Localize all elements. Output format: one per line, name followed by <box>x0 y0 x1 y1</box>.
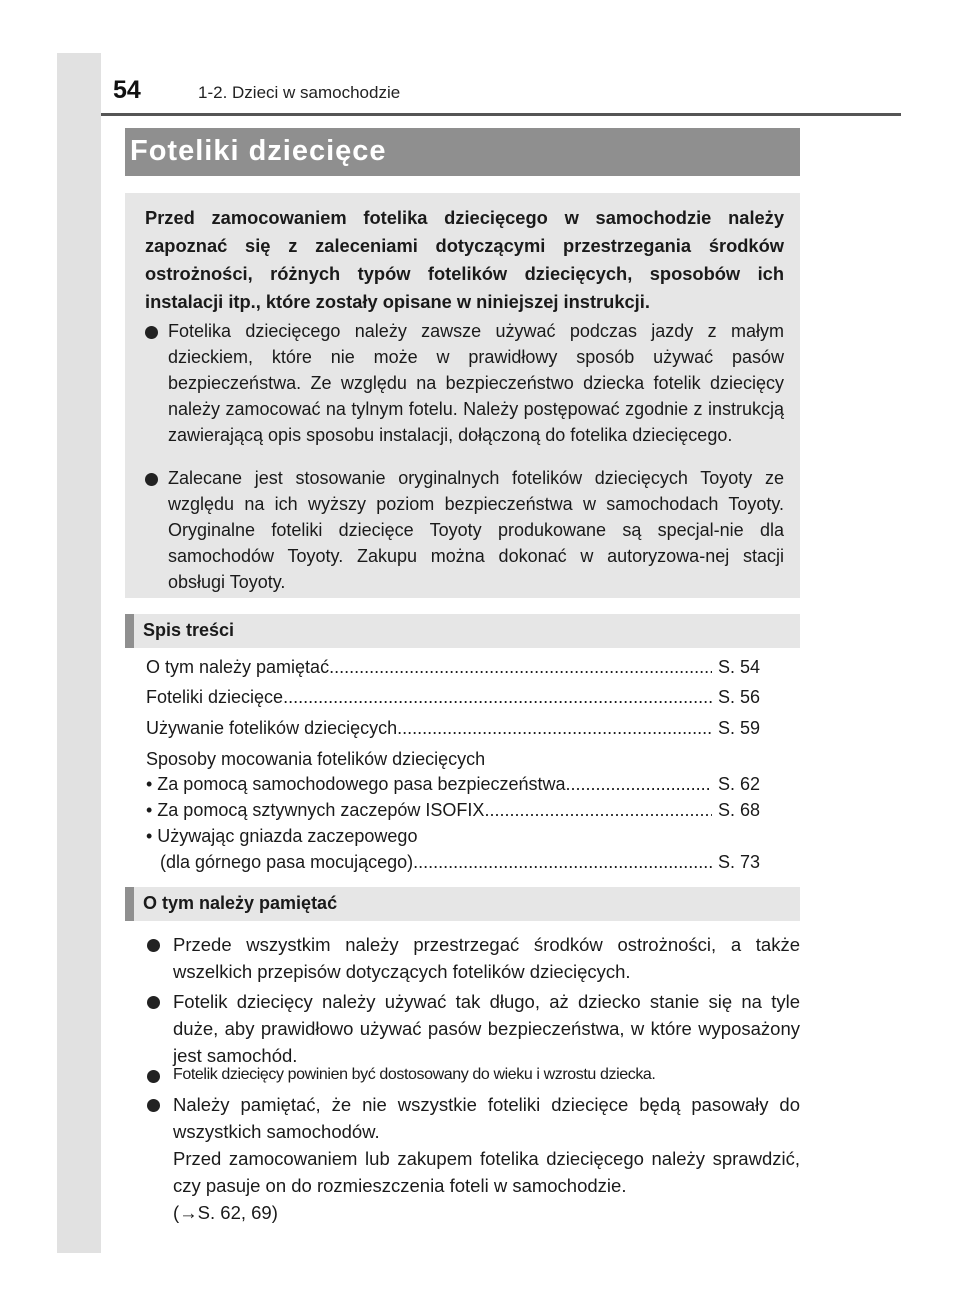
toc-item[interactable] <box>146 654 760 680</box>
bullet-dot-icon <box>145 326 158 339</box>
page-number: 54 <box>113 76 141 104</box>
intro-bullet <box>145 318 784 448</box>
bullet-dot-icon <box>145 473 158 486</box>
toc-item-label: O tym należy pamiętać <box>146 657 330 677</box>
left-margin-strip <box>57 53 101 1253</box>
remember-bullet-text: Przede wszystkim należy przestrzegać środków ostrożności, a także wszelkich przepisów dotyczących fotelików dziecięcych. <box>173 934 800 982</box>
remember-section-bar <box>125 887 800 921</box>
remember-bullet-text: Fotelik dziecięcy powinien być dostosowany do wieku i wzrostu dziecka. <box>173 1066 656 1083</box>
toc-leader <box>283 684 712 710</box>
intro-bullet-text: Zalecane jest stosowanie oryginalnych fotelików dziecięcych Toyoty ze względu na ich wyższy poziom bezpieczeństwa w samochodach Toyoty. Oryginalne foteliki dziecięce Toyoty produkowane są specjal-nie dla samochodów Toyoty. Zakupu można dokonać w autoryzowa-nej stacji obsługi Toyoty. <box>168 468 784 592</box>
chapter-header: 1-2. Dzieci w samochodzie <box>198 83 401 102</box>
bullet-dot-icon <box>147 1070 160 1083</box>
toc-item-label: Foteliki dziecięce <box>146 687 284 707</box>
bullet-dot-icon <box>147 939 160 952</box>
remember-bullet <box>147 1062 800 1088</box>
toc-section-bar <box>125 614 800 648</box>
toc-title: Spis treści <box>143 620 235 640</box>
toc-group-title: Sposoby mocowania fotelików dziecięcych <box>146 749 486 769</box>
toc-leader <box>413 849 712 875</box>
section-accent <box>125 614 134 648</box>
remember-bullet-body <box>173 1091 800 1226</box>
toc-sub-item[interactable] <box>146 797 760 823</box>
remember-page-reference[interactable]: (→S. 62, 69) <box>173 1202 278 1223</box>
toc-item-label: Używanie fotelików dziecięcych <box>146 718 398 738</box>
toc-leader <box>484 797 712 823</box>
remember-title: O tym należy pamiętać <box>143 893 338 913</box>
toc-item-page: S. 56 <box>717 687 760 707</box>
toc-item-page: S. 68 <box>717 800 760 820</box>
remember-bullet <box>147 1091 800 1226</box>
remember-bullet-text: Należy pamiętać, że nie wszystkie foteliki dziecięce będą pasowały do wszystkich samochodów. <box>173 1094 800 1142</box>
toc-leader <box>566 771 712 797</box>
toc-item-page: S. 59 <box>717 718 760 738</box>
toc-sub-item[interactable] <box>146 771 760 797</box>
bullet-dot-icon <box>147 996 160 1009</box>
toc-item[interactable] <box>146 684 760 710</box>
toc-sub-item-line: • Używając gniazda zaczepowego <box>146 826 418 846</box>
toc-sub-item[interactable] <box>160 849 760 875</box>
toc-item-page: S. 54 <box>717 657 760 677</box>
remember-bullet-text: Fotelik dziecięcy należy używać tak długo, aż dziecko stanie się na tyle duże, aby prawidłowo używać pasów bezpieczeństwa, w które wyposażony jest samochód. <box>173 991 800 1066</box>
bullet-dot-icon <box>147 1099 160 1112</box>
toc-item-page: S. 73 <box>717 852 760 872</box>
section-accent <box>125 887 134 921</box>
header-rule <box>101 113 901 116</box>
toc-leader <box>397 715 712 741</box>
intro-bullet-text: Fotelika dziecięcego należy zawsze używać podczas jazdy z małym dzieckiem, które nie może w prawidłowy sposób używać pasów bezpieczeństwa. Ze względu na bezpieczeństwo dziecka fotelik dziecięcy należy zamocować na tylnym fotelu. Należy postępować zgodnie z instrukcją zawierającą opis sposobu instalacji, dołączoną do fotelika dziecięcego. <box>168 321 784 445</box>
toc-item-label: (dla górnego pasa mocującego) <box>160 852 414 872</box>
remember-bullet <box>147 931 800 985</box>
main-title: Foteliki dziecięce <box>130 135 387 167</box>
remember-note-text: Przed zamocowaniem lub zakupem fotelika dziecięcego należy sprawdzić, czy pasuje on do rozmieszczenia foteli w samochodzie. <box>173 1148 800 1196</box>
toc-item[interactable] <box>146 715 760 741</box>
remember-bullet <box>147 988 800 1069</box>
toc-item-label: • Za pomocą samochodowego pasa bezpieczeństwa <box>146 774 566 794</box>
intro-bullet <box>145 465 784 595</box>
intro-lead-text: Przed zamocowaniem fotelika dziecięcego w samochodzie należy zapoznać się z zaleceniami dotyczącymi przestrzegania środków ostrożności, różnych typów fotelików dziecięcych, sposobów ich instalacji itp., które zostały opisane w niniejszej instrukcji. <box>145 207 784 312</box>
toc-leader <box>329 654 712 680</box>
toc-item-page: S. 62 <box>717 774 760 794</box>
toc-item-label: • Za pomocą sztywnych zaczepów ISOFIX <box>146 800 485 820</box>
